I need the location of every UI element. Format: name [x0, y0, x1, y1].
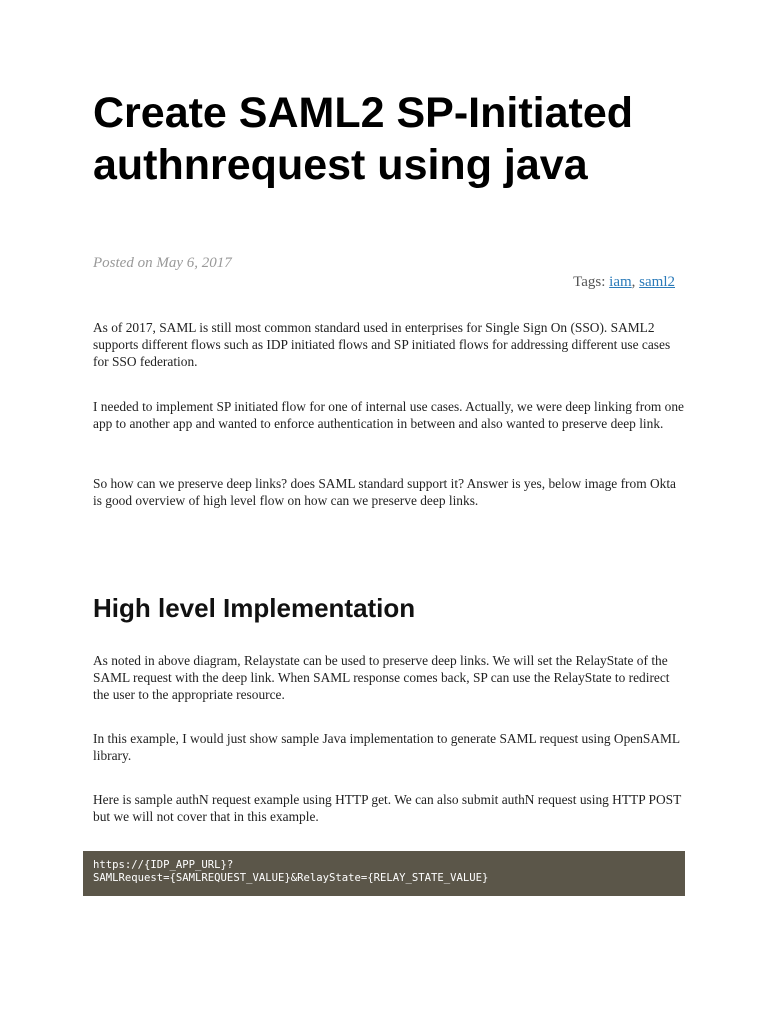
- section-paragraph-2: In this example, I would just show sample Java implementation to generate SAML request using OpenSAML library.: [93, 731, 680, 763]
- tag-link-saml2[interactable]: saml2: [639, 274, 675, 290]
- section-paragraph-3: Here is sample authN request example using HTTP get. We can also submit authN request using HTTP POST but we will not cover that in this example.: [93, 792, 682, 824]
- intro-paragraph-2: I needed to implement SP initiated flow for one of internal use cases. Actually, we were deep linking from one app to another app and wanted to enforce authentication in between and also wanted to preserve deep link.: [93, 399, 684, 431]
- tags-label: Tags:: [573, 274, 610, 290]
- section-heading: High level Implementation: [93, 593, 416, 623]
- section-paragraph-1: As noted in above diagram, Relaystate can be used to preserve deep links. We will set the RelayState of the SAML request with the deep link. When SAML response comes back, SP can use the RelayState to redirect the user to the appropriate resource.: [93, 653, 670, 702]
- intro-paragraph-1: As of 2017, SAML is still most common standard used in enterprises for Single Sign On (SSO). SAML2 supports different flows such as IDP initiated flows and SP initiated flows for addressing different use cases for SSO federation.: [93, 320, 671, 369]
- posted-date: Posted on May 6, 2017: [93, 255, 232, 271]
- intro-paragraph-3: So how can we preserve deep links? does SAML standard support it? Answer is yes, below image from Okta is good overview of high level flow on how can we preserve deep links.: [93, 476, 676, 508]
- code-block: https://{IDP_APP_URL}? SAMLRequest={SAMLREQUEST_VALUE}&RelayState={RELAY_STATE_VALUE}: [83, 851, 685, 896]
- tag-link-iam[interactable]: iam: [609, 274, 632, 290]
- tags-separator: ,: [631, 274, 640, 290]
- tags-line: [573, 274, 675, 291]
- page-title: Create SAML2 SP-Initiated authnrequest using java: [93, 89, 633, 189]
